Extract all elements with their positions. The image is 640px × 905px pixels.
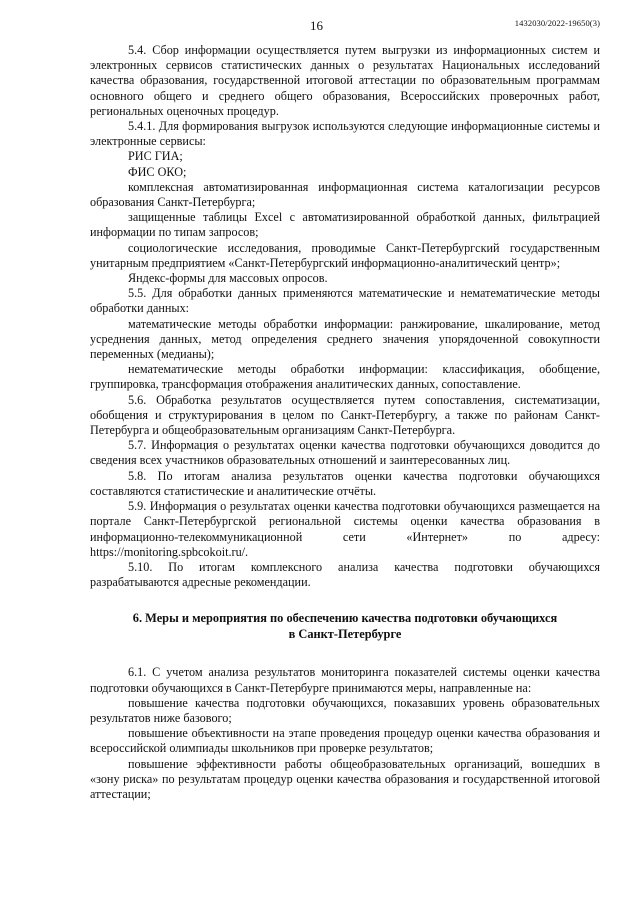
paragraph-5-9: 5.9. Информация о результатах оценки качества подготовки обучающихся размещается на портале Санкт-Петербургской региональной системы оценки качества образования в информационно-телекоммуникационной сети «Интернет» по адресу: https://monitoring.spbcokoit.ru/. [90,499,600,559]
list-item-math-methods: математические методы обработки информации: ранжирование, шкалирование, метод усреднения данных, метод определения среднего значения упорядоченной совокупности переменных (медианы); [90,316,600,362]
list-item-improve-objectivity: повышение объективности на этапе проведения процедур оценки качества образования и всероссийской олимпиады школьников при проверке результатов; [90,726,600,756]
section-6-heading-line-2: в Санкт-Петербурге [288,627,402,642]
paragraph-5-10: 5.10. По итогам комплексного анализа качества подготовки обучающихся разрабатываются адресные рекомендации. [90,559,600,590]
list-item-excel-tables: защищенные таблицы Excel с автоматизированной обработкой данных, фильтрацией информации по типам запросов; [90,210,600,240]
list-item-improve-low-results: повышение качества подготовки обучающихся, показавших уровень образовательных результатов ниже базового; [90,695,600,725]
paragraph-5-6: 5.6. Обработка результатов осуществляется путем сопоставления, систематизации, обобщения и структурирования в целом по Санкт-Петербургу, а также по районам Санкт-Петербурга и общеобразовательным организациям Санкт-Петербурга. [90,392,600,438]
list-item-non-math-methods: нематематические методы обработки информации: классификация, обобщение, группировка, трансформация отображения аналитических данных, сопоставление. [90,362,600,392]
list-item-yandex-forms: Яндекс-формы для массовых опросов. [128,271,328,286]
section-6-heading [90,610,600,642]
paragraph-5-5: 5.5. Для обработки данных применяются математические и нематематические методы обработки данных: [90,286,600,316]
list-item-risk-zone-schools: повышение эффективности работы общеобразовательных организаций, вошедших в «зону риска» по результатам процедур оценки качества образования и государственной итоговой аттестации; [90,756,600,801]
page-number: 16 [310,18,323,33]
list-item-ris-gia: РИС ГИА; [128,149,183,164]
list-item-fis-oko: ФИС ОКО; [128,164,187,179]
paragraph-5-8: 5.8. По итогам анализа результатов оценки качества подготовки обучающихся составляются статистические и аналитические отчёты. [90,468,600,498]
document-body [90,43,600,802]
list-item-sociological-research: социологические исследования, проводимые Санкт-Петербургский государственным унитарным предприятием «Санкт-Петербургский информационно-аналитический центр»; [90,240,600,270]
section-6-heading-line-1: 6. Меры и мероприятия по обеспечению качества подготовки обучающихся [132,611,558,626]
paragraph-6-1: 6.1. С учетом анализа результатов мониторинга показателей системы оценки качества подготовки обучающихся в Санкт-Петербурге принимаются меры, направленные на: [90,665,600,695]
paragraph-5-4: 5.4. Сбор информации осуществляется путем выгрузки из информационных систем и электронных сервисов статистических данных о результатах Национальных исследований качества образования, государственной итоговой аттестации по образовательным программам основного общего и среднего общего образования, Всероссийских проверочных работ, региональных оценочных процедур. [90,43,600,118]
list-item-kais-kro: комплексная автоматизированная информационная система каталогизации ресурсов образования Санкт-Петербурга; [90,179,600,210]
paragraph-5-4-1: 5.4.1. Для формирования выгрузок используются следующие информационные системы и электронные сервисы: [90,119,600,149]
paragraph-5-7: 5.7. Информация о результатах оценки качества подготовки обучающихся доводится до сведения всех участников образовательных отношений и заинтересованных лиц. [90,438,600,468]
document-registration-number: 1432030/2022-19650(3) [514,18,600,28]
